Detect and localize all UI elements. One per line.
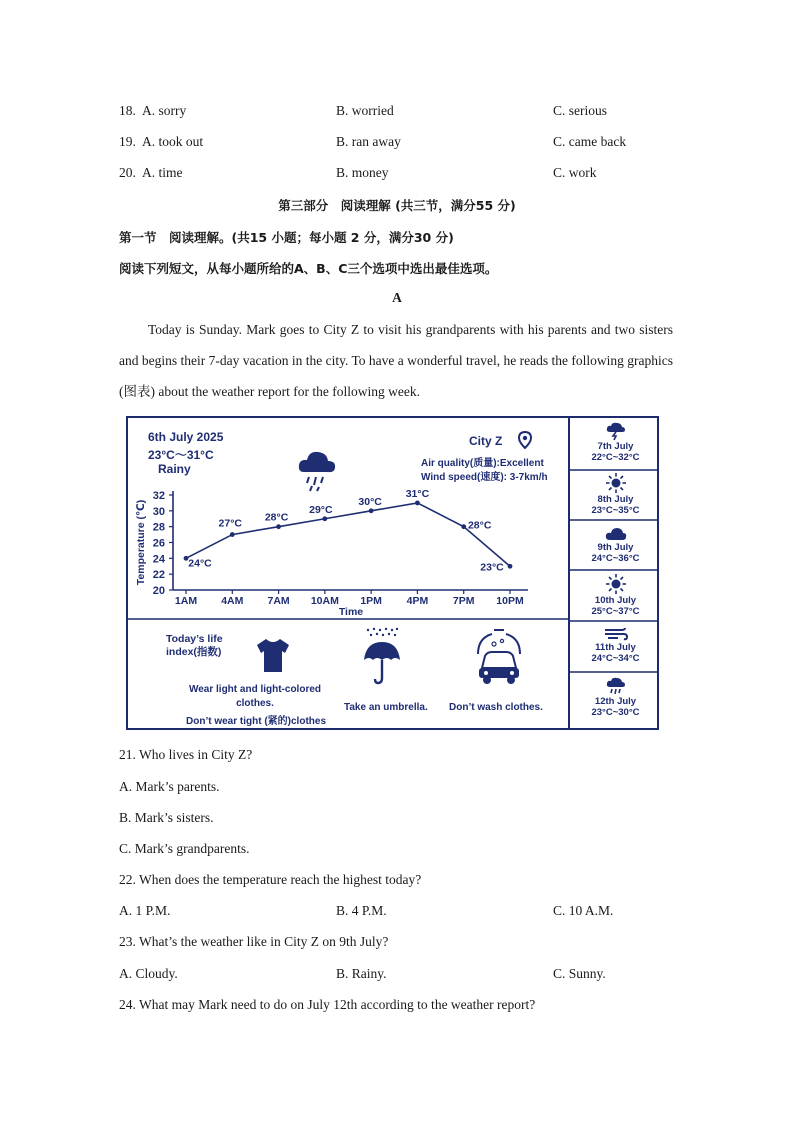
- option-b: B. ran away: [336, 134, 401, 149]
- umbrella-icon: [362, 626, 402, 688]
- data-label: 28°C: [264, 511, 289, 524]
- forecast-range: 22°C~32°C: [591, 452, 640, 463]
- tshirt-icon: [254, 636, 292, 674]
- data-point: [276, 524, 281, 529]
- option-a: A. took out: [142, 134, 204, 149]
- x-tick-label: 4PM: [406, 595, 429, 607]
- data-label: 27°C: [218, 517, 243, 530]
- option-a: A. Cloudy.: [119, 966, 178, 981]
- option-b: B. 4 P.M.: [336, 903, 387, 918]
- y-tick-label: 26: [152, 537, 165, 550]
- data-label: 24°C: [188, 557, 212, 570]
- x-tick-label: 7AM: [267, 595, 290, 607]
- forecast-day: [572, 422, 659, 463]
- wind-speed: Wind speed(速度): 3-7km/h: [421, 472, 548, 483]
- y-tick-label: 28: [152, 521, 165, 534]
- forecast-day: [572, 473, 659, 516]
- y-tick-label: 20: [152, 585, 165, 597]
- passage-letter: A: [392, 290, 402, 305]
- instruction: 阅读下列短文，从每小题所给的A、B、C三个选项中选出最佳选项。: [119, 261, 498, 276]
- report-date: 6th July 2025: [148, 430, 224, 444]
- option-row-20: [0, 165, 794, 185]
- data-point: [369, 508, 374, 513]
- part-title: 第三部分 阅读理解 (共三节，满分55 分): [278, 198, 516, 213]
- x-tick-label: 10AM: [310, 595, 339, 607]
- data-point: [322, 516, 327, 521]
- cloud-icon: [605, 527, 627, 541]
- forecast-date: 12th July: [594, 696, 637, 707]
- car-wash-icon: [474, 624, 524, 686]
- weather-graphic: [126, 416, 659, 730]
- forecast-day: [572, 677, 659, 718]
- option-b: B. money: [336, 165, 389, 180]
- forecast-day: [572, 527, 659, 564]
- option-a: A. time: [142, 165, 183, 180]
- life-index-title: Today’s life index(指数): [166, 633, 223, 658]
- life-tip-clothes-3: Don’t wear tight (紧的)clothes: [186, 716, 326, 727]
- forecast-date: 7th July: [597, 441, 634, 452]
- forecast-range: 25°C~37°C: [591, 606, 640, 617]
- option-c: C. came back: [553, 134, 627, 149]
- option-c: C. 10 A.M.: [553, 903, 614, 918]
- city-name: City Z: [469, 434, 503, 448]
- forecast-date: 11th July: [595, 642, 636, 653]
- passage-text: Today is Sunday. Mark goes to City Z to visit his grandparents with his parents and two sisters and begins their 7-day vacation in the city. To have a wonderful travel, he reads the following graphics (图表) about the weather report for the following week.: [119, 322, 673, 399]
- data-label: 29°C: [309, 503, 333, 516]
- option-a: A. sorry: [142, 103, 187, 118]
- option-c: C. Mark’s grandparents.: [119, 841, 250, 856]
- data-point: [461, 524, 466, 529]
- option-b: B. Rainy.: [336, 966, 387, 981]
- option-row-19: [0, 134, 794, 154]
- x-tick-label: 7PM: [452, 595, 475, 607]
- forecast-range: 23°C~30°C: [591, 707, 640, 718]
- forecast-date: 8th July: [597, 494, 634, 505]
- option-row-18: [0, 103, 794, 123]
- life-tip-umbrella: Take an umbrella.: [344, 702, 428, 713]
- y-tick-label: 32: [152, 490, 165, 502]
- question-number: 18.: [119, 103, 136, 118]
- data-label: 23°C: [480, 561, 504, 574]
- air-quality: Air quality(质量):Excellent: [421, 458, 544, 469]
- x-axis-title: Time: [338, 606, 364, 618]
- data-point: [415, 501, 420, 506]
- forecast-day: [572, 627, 659, 664]
- option-c: C. serious: [553, 103, 607, 118]
- sun-icon: [606, 574, 626, 594]
- weather-condition: Rainy: [158, 462, 191, 476]
- thunderstorm-icon: [606, 422, 626, 440]
- option-a: A. 1 P.M.: [119, 903, 171, 918]
- x-tick-label: 1PM: [360, 595, 382, 607]
- y-axis-title: Temperature (℃): [135, 499, 147, 586]
- sun-icon: [606, 473, 626, 493]
- forecast-day: [572, 574, 659, 617]
- x-tick-label: 4AM: [221, 595, 244, 607]
- option-a: A. Mark’s parents.: [119, 779, 220, 794]
- option-b: B. Mark’s sisters.: [119, 810, 214, 825]
- x-tick-label: 1AM: [174, 595, 198, 607]
- temperature-line-chart: [128, 418, 569, 618]
- question-number: 19.: [119, 134, 136, 149]
- passage: [119, 314, 673, 407]
- option-c: C. Sunny.: [553, 966, 606, 981]
- question-number: 20.: [119, 165, 136, 180]
- life-tip-clothes-2: clothes.: [236, 698, 274, 709]
- forecast-date: 10th July: [594, 595, 637, 606]
- forecast-range: 24°C~36°C: [591, 553, 640, 564]
- question-22: 22. When does the temperature reach the highest today?: [119, 872, 422, 887]
- x-tick-label: 10PM: [496, 595, 524, 607]
- sub-title: 第一节 阅读理解。(共15 小题；每小题 2 分，满分30 分): [119, 230, 454, 245]
- y-tick-label: 22: [152, 569, 165, 582]
- life-tip-clothes-1: Wear light and light-colored: [188, 684, 322, 695]
- forecast-range: 23°C~35°C: [591, 505, 640, 516]
- question-24: 24. What may Mark need to do on July 12th according to the weather report?: [119, 997, 536, 1012]
- wind-icon: [604, 627, 628, 641]
- question-21: 21. Who lives in City Z?: [119, 747, 253, 762]
- data-point: [508, 564, 513, 569]
- option-c: C. work: [553, 165, 597, 180]
- rain-icon: [606, 677, 626, 695]
- life-tip-wash: Don’t wash clothes.: [449, 702, 543, 713]
- y-tick-label: 24: [152, 553, 165, 566]
- forecast-range: 24°C~34°C: [591, 653, 640, 664]
- y-tick-label: 30: [152, 505, 165, 518]
- data-point: [230, 532, 235, 537]
- option-b: B. worried: [336, 103, 394, 118]
- data-label: 31°C: [405, 487, 430, 500]
- question-23: 23. What’s the weather like in City Z on 9th July?: [119, 934, 389, 949]
- data-label: 28°C: [467, 519, 492, 532]
- temp-range: 23°C～31°C: [148, 448, 214, 462]
- forecast-date: 9th July: [597, 542, 634, 553]
- data-label: 30°C: [358, 495, 382, 508]
